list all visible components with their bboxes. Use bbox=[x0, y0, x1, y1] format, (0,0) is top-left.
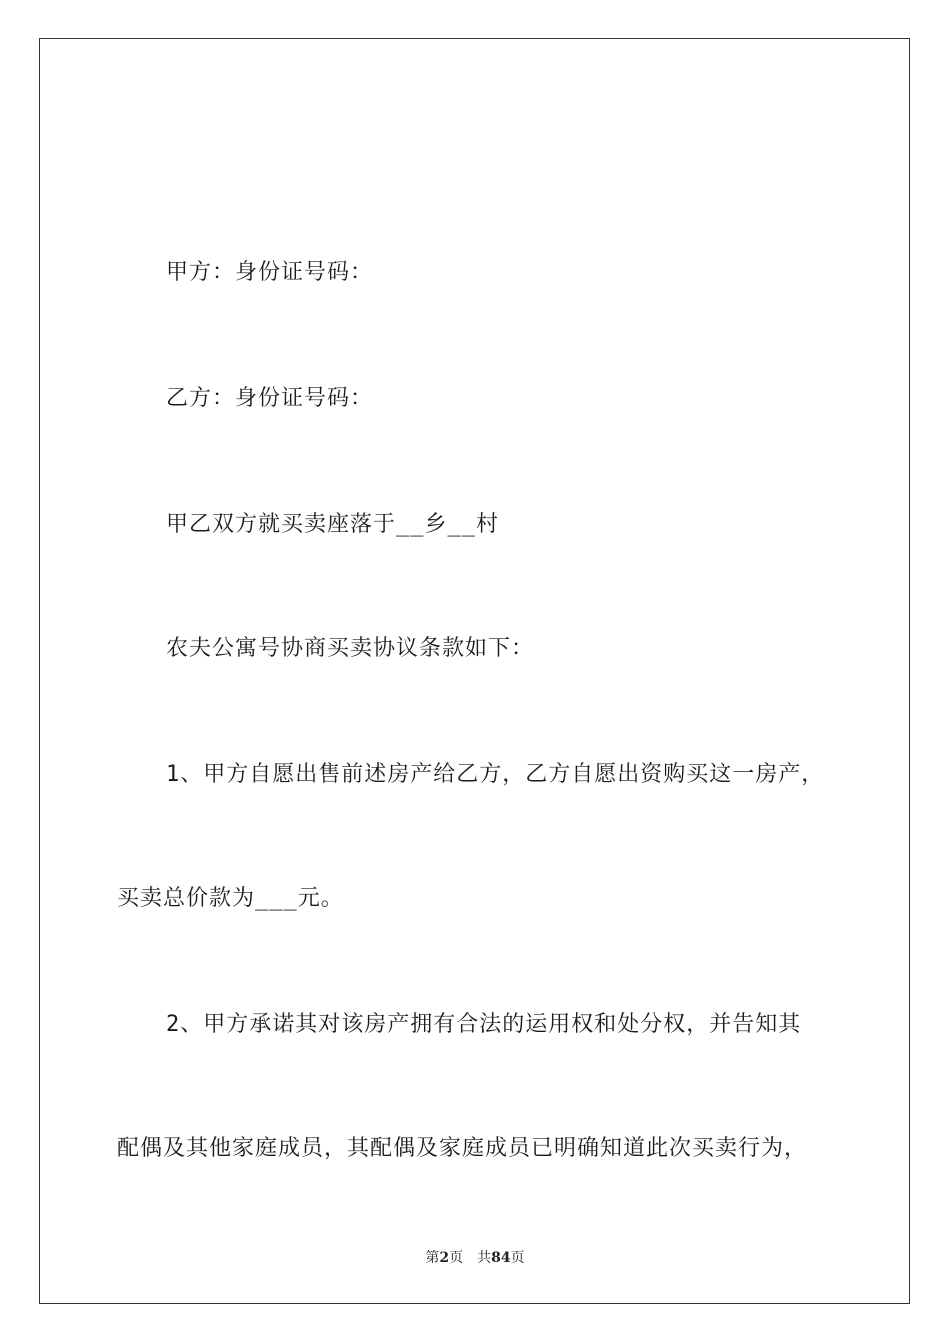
property-location-line: 甲乙双方就买卖座落于__乡__村 bbox=[166, 512, 499, 537]
page-number: 2 bbox=[439, 1250, 450, 1266]
clause-1-continuation: 买卖总价款为___元。 bbox=[117, 886, 344, 911]
clause-1-line: 1、甲方自愿出售前述房产给乙方，乙方自愿出资购买这一房产， bbox=[166, 762, 825, 787]
clause-2-continuation: 配偶及其他家庭成员，其配偶及家庭成员已明确知道此次买卖行为， bbox=[117, 1136, 808, 1161]
total-suffix: 页 bbox=[510, 1250, 525, 1266]
total-prefix: 共 bbox=[477, 1250, 492, 1266]
page-frame bbox=[39, 38, 910, 1304]
agreement-intro-line: 农夫公寓号协商买卖协议条款如下： bbox=[166, 636, 535, 661]
party-b-line: 乙方：身份证号码： bbox=[166, 386, 374, 411]
total-pages: 84 bbox=[491, 1250, 511, 1266]
page-footer bbox=[0, 1247, 950, 1267]
page-prefix: 第 bbox=[425, 1250, 440, 1266]
page-suffix: 页 bbox=[449, 1250, 464, 1266]
party-a-line: 甲方：身份证号码： bbox=[166, 260, 374, 285]
clause-2-line: 2、甲方承诺其对该房产拥有合法的运用权和处分权，并告知其 bbox=[166, 1012, 802, 1037]
